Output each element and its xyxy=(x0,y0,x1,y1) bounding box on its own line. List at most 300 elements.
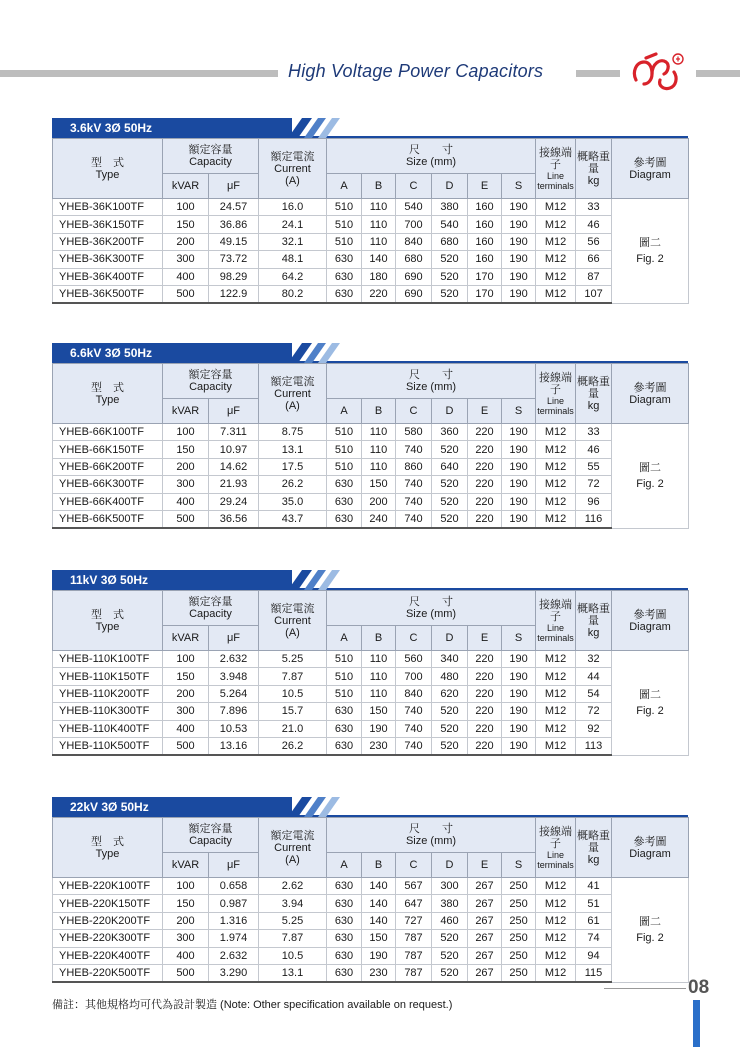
dim-d-header: D xyxy=(432,174,468,199)
table-row xyxy=(53,268,689,285)
uf-cell: 49.15 xyxy=(209,233,259,250)
dim-e-cell: 220 xyxy=(468,737,502,755)
dim-e-header: E xyxy=(468,853,502,878)
dim-e-cell: 267 xyxy=(468,912,502,929)
dim-b-header: B xyxy=(362,626,396,651)
weight-cell: 92 xyxy=(576,720,612,737)
dim-c-cell: 787 xyxy=(396,964,432,982)
dim-s-header: S xyxy=(502,174,536,199)
terminal-cell: M12 xyxy=(536,216,576,233)
table-row xyxy=(53,233,689,250)
diagram-label-zh: 圖二 xyxy=(639,688,662,701)
diagram-label-en: Fig. 2 xyxy=(636,931,664,944)
dim-b-cell: 110 xyxy=(362,441,396,458)
current-cell: 5.25 xyxy=(259,912,327,929)
table-row xyxy=(53,947,689,964)
dim-c-cell: 740 xyxy=(396,441,432,458)
weight-cell: 51 xyxy=(576,895,612,912)
terminal-cell: M12 xyxy=(536,458,576,475)
dim-b-cell: 220 xyxy=(362,285,396,303)
dim-a-cell: 630 xyxy=(327,720,362,737)
weight-cell: 116 xyxy=(576,510,612,528)
terminal-cell: M12 xyxy=(536,285,576,303)
kvar-cell: 500 xyxy=(163,964,209,982)
dim-c-cell: 567 xyxy=(396,878,432,895)
dim-e-cell: 220 xyxy=(468,424,502,441)
uf-cell: 0.658 xyxy=(209,878,259,895)
kvar-cell: 500 xyxy=(163,737,209,755)
page-number: 08 xyxy=(688,977,710,998)
terminal-cell: M12 xyxy=(536,720,576,737)
current-cell: 8.75 xyxy=(259,424,327,441)
dim-s-cell: 190 xyxy=(502,737,536,755)
type-cell: YHEB-110K400TF xyxy=(53,720,163,737)
dim-s-cell: 190 xyxy=(502,651,536,668)
current-cell: 24.1 xyxy=(259,216,327,233)
type-cell: YHEB-220K200TF xyxy=(53,912,163,929)
capacity-header: 額定容量 Capacity xyxy=(163,818,259,853)
terminal-cell: M12 xyxy=(536,268,576,285)
uf-cell: 36.86 xyxy=(209,216,259,233)
dim-c-header: C xyxy=(396,399,432,424)
dim-a-cell: 630 xyxy=(327,510,362,528)
type-cell: YHEB-36K500TF xyxy=(53,285,163,303)
section-stripes xyxy=(288,118,384,138)
weight-cell: 32 xyxy=(576,651,612,668)
dim-d-cell: 520 xyxy=(432,251,468,268)
dim-d-cell: 460 xyxy=(432,912,468,929)
type-cell: YHEB-110K100TF xyxy=(53,651,163,668)
dim-b-header: B xyxy=(362,399,396,424)
section-header xyxy=(52,343,688,363)
table-row xyxy=(53,285,689,303)
kvar-header: kVAR xyxy=(163,399,209,424)
dim-d-header: D xyxy=(432,399,468,424)
dim-d-cell: 620 xyxy=(432,685,468,702)
dim-b-cell: 150 xyxy=(362,476,396,493)
dim-c-cell: 680 xyxy=(396,251,432,268)
terminal-header: 接線端子 Line terminals xyxy=(536,139,576,199)
type-cell: YHEB-220K400TF xyxy=(53,947,163,964)
dim-e-cell: 267 xyxy=(468,930,502,947)
terminal-cell: M12 xyxy=(536,947,576,964)
type-cell: YHEB-220K100TF xyxy=(53,878,163,895)
weight-cell: 107 xyxy=(576,285,612,303)
type-cell: YHEB-110K500TF xyxy=(53,737,163,755)
terminal-cell: M12 xyxy=(536,930,576,947)
dim-s-cell: 190 xyxy=(502,268,536,285)
dim-e-cell: 220 xyxy=(468,668,502,685)
type-cell: YHEB-220K500TF xyxy=(53,964,163,982)
dim-s-cell: 190 xyxy=(502,285,536,303)
dim-a-cell: 630 xyxy=(327,895,362,912)
dim-b-cell: 110 xyxy=(362,651,396,668)
uf-header: μF xyxy=(209,626,259,651)
kvar-cell: 150 xyxy=(163,668,209,685)
uf-cell: 10.53 xyxy=(209,720,259,737)
weight-header: 概略重量 kg xyxy=(576,364,612,424)
kvar-header: kVAR xyxy=(163,853,209,878)
kvar-cell: 200 xyxy=(163,685,209,702)
weight-cell: 56 xyxy=(576,233,612,250)
type-header: 型 式 Type xyxy=(53,139,163,199)
header-rule-mid xyxy=(576,70,620,77)
dim-c-cell: 690 xyxy=(396,285,432,303)
company-logo-icon xyxy=(630,50,686,92)
size-header: 尺 寸 Size (mm) xyxy=(327,139,536,174)
diagram-cell xyxy=(612,424,689,529)
section-header xyxy=(52,570,688,590)
terminal-cell: M12 xyxy=(536,199,576,216)
weight-cell: 72 xyxy=(576,703,612,720)
dim-e-cell: 267 xyxy=(468,895,502,912)
terminal-cell: M12 xyxy=(536,878,576,895)
dim-b-cell: 110 xyxy=(362,424,396,441)
uf-cell: 7.896 xyxy=(209,703,259,720)
capacity-header: 額定容量 Capacity xyxy=(163,139,259,174)
dim-b-cell: 200 xyxy=(362,493,396,510)
diagram-cell xyxy=(612,878,689,983)
uf-cell: 3.948 xyxy=(209,668,259,685)
terminal-cell: M12 xyxy=(536,895,576,912)
table-row xyxy=(53,930,689,947)
dim-e-cell: 170 xyxy=(468,268,502,285)
current-cell: 48.1 xyxy=(259,251,327,268)
table-row xyxy=(53,199,689,216)
dim-d-cell: 520 xyxy=(432,964,468,982)
dim-e-cell: 220 xyxy=(468,458,502,475)
weight-cell: 66 xyxy=(576,251,612,268)
table-row xyxy=(53,720,689,737)
dim-c-cell: 740 xyxy=(396,493,432,510)
table-row xyxy=(53,216,689,233)
current-cell: 64.2 xyxy=(259,268,327,285)
dim-e-cell: 267 xyxy=(468,947,502,964)
dim-c-cell: 840 xyxy=(396,685,432,702)
dim-d-cell: 340 xyxy=(432,651,468,668)
dim-c-cell: 740 xyxy=(396,510,432,528)
spec-table xyxy=(52,590,689,756)
weight-cell: 46 xyxy=(576,441,612,458)
current-header: 額定電流 Current (A) xyxy=(259,139,327,199)
dim-b-cell: 140 xyxy=(362,912,396,929)
dim-b-cell: 150 xyxy=(362,703,396,720)
section-header xyxy=(52,118,688,138)
spec-table xyxy=(52,138,689,304)
current-cell: 16.0 xyxy=(259,199,327,216)
dim-d-cell: 520 xyxy=(432,930,468,947)
dim-e-header: E xyxy=(468,626,502,651)
dim-c-cell: 740 xyxy=(396,703,432,720)
type-cell: YHEB-220K150TF xyxy=(53,895,163,912)
current-cell: 5.25 xyxy=(259,651,327,668)
dim-c-cell: 840 xyxy=(396,233,432,250)
diagram-label-en: Fig. 2 xyxy=(636,477,664,490)
current-cell: 10.5 xyxy=(259,947,327,964)
table-row xyxy=(53,493,689,510)
table-row xyxy=(53,685,689,702)
type-cell: YHEB-36K150TF xyxy=(53,216,163,233)
weight-header: 概略重量 kg xyxy=(576,818,612,878)
dim-a-header: A xyxy=(327,399,362,424)
dim-c-cell: 700 xyxy=(396,668,432,685)
diagram-header: 參考圖 Diagram xyxy=(612,818,689,878)
weight-cell: 87 xyxy=(576,268,612,285)
dim-b-cell: 110 xyxy=(362,685,396,702)
page-edge-bar xyxy=(693,1000,700,1047)
dim-s-header: S xyxy=(502,853,536,878)
spec-section-6-6kv xyxy=(52,343,688,529)
section-stripes xyxy=(288,343,384,363)
weight-header: 概略重量 kg xyxy=(576,139,612,199)
current-cell: 26.2 xyxy=(259,476,327,493)
spec-table xyxy=(52,363,689,529)
uf-cell: 2.632 xyxy=(209,651,259,668)
size-header: 尺 寸 Size (mm) xyxy=(327,364,536,399)
table-row xyxy=(53,668,689,685)
uf-header: μF xyxy=(209,399,259,424)
dim-e-cell: 220 xyxy=(468,510,502,528)
dim-c-cell: 560 xyxy=(396,651,432,668)
dim-b-header: B xyxy=(362,853,396,878)
dim-a-cell: 630 xyxy=(327,930,362,947)
dim-c-cell: 740 xyxy=(396,720,432,737)
uf-cell: 73.72 xyxy=(209,251,259,268)
section-stripes xyxy=(288,570,384,590)
uf-cell: 14.62 xyxy=(209,458,259,475)
terminal-cell: M12 xyxy=(536,424,576,441)
dim-d-cell: 640 xyxy=(432,458,468,475)
dim-e-cell: 220 xyxy=(468,441,502,458)
dim-c-cell: 700 xyxy=(396,216,432,233)
dim-a-cell: 630 xyxy=(327,476,362,493)
dim-c-cell: 740 xyxy=(396,476,432,493)
dim-b-cell: 190 xyxy=(362,720,396,737)
dim-c-cell: 787 xyxy=(396,947,432,964)
weight-cell: 33 xyxy=(576,424,612,441)
current-cell: 35.0 xyxy=(259,493,327,510)
page-title: High Voltage Power Capacitors xyxy=(288,61,544,81)
dim-b-cell: 150 xyxy=(362,930,396,947)
dim-d-header: D xyxy=(432,853,468,878)
uf-cell: 122.9 xyxy=(209,285,259,303)
uf-cell: 2.632 xyxy=(209,947,259,964)
dim-a-cell: 510 xyxy=(327,458,362,475)
spec-section-22kv xyxy=(52,797,688,983)
uf-cell: 1.974 xyxy=(209,930,259,947)
dim-b-cell: 180 xyxy=(362,268,396,285)
current-header: 額定電流 Current (A) xyxy=(259,818,327,878)
dim-b-header: B xyxy=(362,174,396,199)
kvar-cell: 400 xyxy=(163,268,209,285)
page-number-rule xyxy=(604,988,686,989)
dim-a-cell: 630 xyxy=(327,285,362,303)
dim-d-cell: 520 xyxy=(432,737,468,755)
kvar-cell: 150 xyxy=(163,895,209,912)
dim-b-cell: 140 xyxy=(362,878,396,895)
kvar-cell: 150 xyxy=(163,441,209,458)
current-cell: 21.0 xyxy=(259,720,327,737)
dim-b-cell: 240 xyxy=(362,510,396,528)
dim-s-cell: 190 xyxy=(502,703,536,720)
uf-cell: 10.97 xyxy=(209,441,259,458)
terminal-header: 接線端子 Line terminals xyxy=(536,818,576,878)
weight-cell: 113 xyxy=(576,737,612,755)
current-cell: 26.2 xyxy=(259,737,327,755)
dim-a-cell: 630 xyxy=(327,251,362,268)
terminal-cell: M12 xyxy=(536,964,576,982)
current-cell: 10.5 xyxy=(259,685,327,702)
current-cell: 13.1 xyxy=(259,964,327,982)
current-cell: 32.1 xyxy=(259,233,327,250)
dim-c-cell: 860 xyxy=(396,458,432,475)
dim-a-cell: 510 xyxy=(327,685,362,702)
dim-s-cell: 190 xyxy=(502,476,536,493)
section-title: 6.6kV 3Ø 50Hz xyxy=(52,343,292,363)
kvar-cell: 100 xyxy=(163,199,209,216)
weight-cell: 72 xyxy=(576,476,612,493)
uf-cell: 36.56 xyxy=(209,510,259,528)
diagram-label-zh: 圖二 xyxy=(639,236,662,249)
dim-d-cell: 520 xyxy=(432,947,468,964)
type-cell: YHEB-36K200TF xyxy=(53,233,163,250)
dim-a-cell: 630 xyxy=(327,268,362,285)
weight-cell: 115 xyxy=(576,964,612,982)
dim-d-header: D xyxy=(432,626,468,651)
dim-a-cell: 630 xyxy=(327,493,362,510)
table-row xyxy=(53,424,689,441)
type-cell: YHEB-220K300TF xyxy=(53,930,163,947)
table-row xyxy=(53,441,689,458)
terminal-header: 接線端子 Line terminals xyxy=(536,364,576,424)
terminal-cell: M12 xyxy=(536,251,576,268)
table-row xyxy=(53,737,689,755)
kvar-cell: 100 xyxy=(163,878,209,895)
terminal-cell: M12 xyxy=(536,685,576,702)
dim-a-cell: 630 xyxy=(327,947,362,964)
dim-b-cell: 110 xyxy=(362,233,396,250)
spec-section-11kv xyxy=(52,570,688,756)
dim-a-cell: 510 xyxy=(327,233,362,250)
dim-d-cell: 380 xyxy=(432,199,468,216)
dim-a-cell: 510 xyxy=(327,424,362,441)
type-cell: YHEB-110K300TF xyxy=(53,703,163,720)
weight-cell: 46 xyxy=(576,216,612,233)
dim-b-cell: 230 xyxy=(362,964,396,982)
dim-s-cell: 250 xyxy=(502,912,536,929)
dim-s-cell: 250 xyxy=(502,895,536,912)
dim-e-cell: 220 xyxy=(468,703,502,720)
dim-s-cell: 190 xyxy=(502,493,536,510)
kvar-cell: 200 xyxy=(163,233,209,250)
table-row xyxy=(53,964,689,982)
dim-c-cell: 727 xyxy=(396,912,432,929)
dim-d-cell: 480 xyxy=(432,668,468,685)
dim-s-cell: 190 xyxy=(502,510,536,528)
dim-s-cell: 250 xyxy=(502,947,536,964)
diagram-label-en: Fig. 2 xyxy=(636,252,664,265)
dim-c-cell: 787 xyxy=(396,930,432,947)
uf-cell: 13.16 xyxy=(209,737,259,755)
type-cell: YHEB-36K400TF xyxy=(53,268,163,285)
dim-d-cell: 520 xyxy=(432,285,468,303)
dim-e-cell: 160 xyxy=(468,233,502,250)
dim-s-cell: 190 xyxy=(502,216,536,233)
dim-b-cell: 110 xyxy=(362,668,396,685)
type-cell: YHEB-66K300TF xyxy=(53,476,163,493)
dim-d-cell: 360 xyxy=(432,424,468,441)
dim-c-cell: 690 xyxy=(396,268,432,285)
dim-c-header: C xyxy=(396,174,432,199)
current-header: 額定電流 Current (A) xyxy=(259,364,327,424)
table-row xyxy=(53,458,689,475)
uf-cell: 7.311 xyxy=(209,424,259,441)
kvar-cell: 400 xyxy=(163,493,209,510)
section-stripes xyxy=(288,797,384,817)
weight-cell: 74 xyxy=(576,930,612,947)
dim-c-cell: 580 xyxy=(396,424,432,441)
type-cell: YHEB-66K150TF xyxy=(53,441,163,458)
kvar-cell: 200 xyxy=(163,458,209,475)
dim-c-header: C xyxy=(396,626,432,651)
dim-s-cell: 190 xyxy=(502,251,536,268)
dim-a-header: A xyxy=(327,853,362,878)
dim-s-cell: 190 xyxy=(502,424,536,441)
terminal-cell: M12 xyxy=(536,510,576,528)
kvar-cell: 100 xyxy=(163,424,209,441)
weight-cell: 33 xyxy=(576,199,612,216)
uf-cell: 0.987 xyxy=(209,895,259,912)
type-cell: YHEB-66K500TF xyxy=(53,510,163,528)
dim-a-cell: 630 xyxy=(327,878,362,895)
uf-header: μF xyxy=(209,174,259,199)
header-rule-right xyxy=(696,70,740,77)
current-cell: 15.7 xyxy=(259,703,327,720)
dim-a-cell: 510 xyxy=(327,199,362,216)
diagram-cell xyxy=(612,651,689,756)
type-header: 型 式 Type xyxy=(53,364,163,424)
dim-d-cell: 300 xyxy=(432,878,468,895)
dim-s-cell: 250 xyxy=(502,878,536,895)
type-cell: YHEB-66K400TF xyxy=(53,493,163,510)
dim-a-cell: 630 xyxy=(327,737,362,755)
dim-d-cell: 520 xyxy=(432,720,468,737)
type-cell: YHEB-36K300TF xyxy=(53,251,163,268)
dim-e-cell: 267 xyxy=(468,964,502,982)
size-header: 尺 寸 Size (mm) xyxy=(327,591,536,626)
dim-a-cell: 630 xyxy=(327,703,362,720)
diagram-header: 參考圖 Diagram xyxy=(612,591,689,651)
table-row xyxy=(53,912,689,929)
weight-cell: 61 xyxy=(576,912,612,929)
dim-a-cell: 630 xyxy=(327,964,362,982)
current-cell: 17.5 xyxy=(259,458,327,475)
dim-b-cell: 110 xyxy=(362,458,396,475)
dim-d-cell: 520 xyxy=(432,268,468,285)
dim-s-header: S xyxy=(502,626,536,651)
dim-a-cell: 510 xyxy=(327,651,362,668)
dim-a-header: A xyxy=(327,626,362,651)
uf-cell: 24.57 xyxy=(209,199,259,216)
terminal-cell: M12 xyxy=(536,493,576,510)
kvar-cell: 300 xyxy=(163,930,209,947)
weight-cell: 96 xyxy=(576,493,612,510)
dim-e-cell: 220 xyxy=(468,685,502,702)
dim-e-cell: 160 xyxy=(468,199,502,216)
terminal-cell: M12 xyxy=(536,703,576,720)
type-cell: YHEB-66K100TF xyxy=(53,424,163,441)
dim-s-header: S xyxy=(502,399,536,424)
